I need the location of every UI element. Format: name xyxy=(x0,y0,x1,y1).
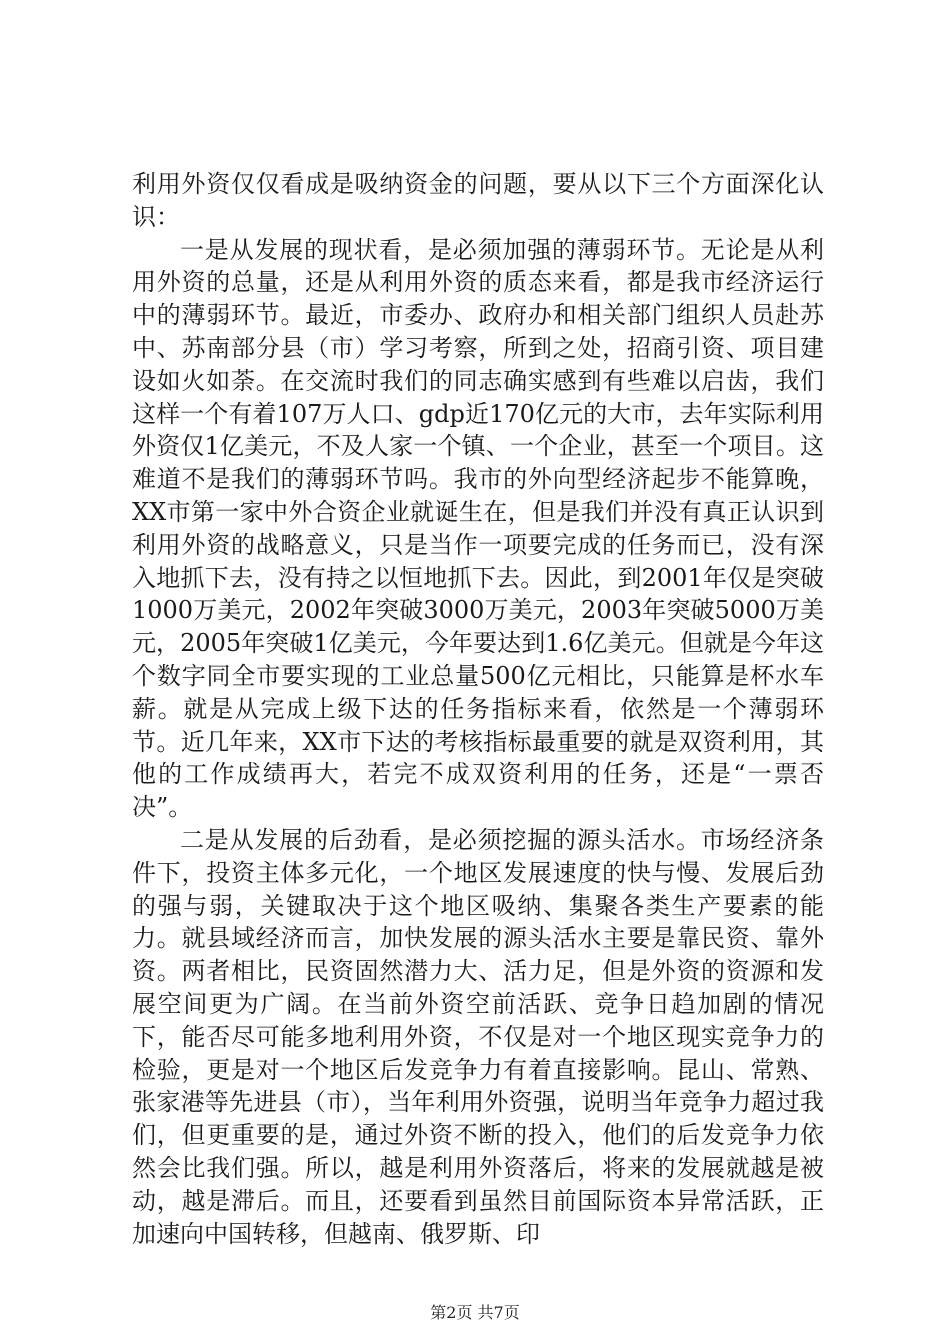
paragraph-intro: 利用外资仅仅看成是吸纳资金的问题，要从以下三个方面深化认识： xyxy=(132,170,824,231)
page-footer xyxy=(0,1300,950,1323)
paragraph-point-two: 二是从发展的后劲看，是必须挖掘的源头活水。市场经济条件下，投资主体多元化，一个地区发展速度的快与慢、发展后劲的强与弱，关键取决于这个地区吸纳、集聚各类生产要素的能力。就县域经济而言，加快发展的源头活水主要是靠民资、靠外资。两者相比，民资固然潜力大、活力足，但是外资的资源和发展空间更为广阔。在当前外资空前活跃、竞争日趋加剧的情况下，能否尽可能多地利用外资，不仅是对一个地区现实竞争力的检验，更是对一个地区后发竞争力有着直接影响。昆山、常熟、张家港等先进县（市），当年利用外资强，说明当年竞争力超过我们，但更重要的是，通过外资不断的投入，他们的后发竞争力依然会比我们强。所以，越是利用外资落后，将来的发展就越是被动，越是滞后。而且，还要看到虽然目前国际资本异常活跃，正加速向中国转移，但越南、俄罗斯、印 xyxy=(132,825,824,1248)
document-body xyxy=(132,168,824,1250)
page-number: 第2页 共7页 xyxy=(430,1303,520,1322)
paragraph-point-one: 一是从发展的现状看，是必须加强的薄弱环节。无论是从利用外资的总量，还是从利用外资的质态来看，都是我市经济运行中的薄弱环节。最近，市委办、政府办和相关部门组织人员赴苏中、苏南部分县（市）学习考察，所到之处，招商引资、项目建设如火如荼。在交流时我们的同志确实感到有些难以启齿，我们这样一个有着107万人口、gdp近170亿元的大市，去年实际利用外资仅1亿美元，不及人家一个镇、一个企业，甚至一个项目。这难道不是我们的薄弱环节吗。我市的外向型经济起步不能算晚，XX市第一家中外合资企业就诞生在，但是我们并没有真正认识到利用外资的战略意义，只是当作一项要完成的任务而已，没有深入地抓下去，没有持之以恒地抓下去。因此，到2001年仅是突破1000万美元，2002年突破3000万美元，2003年突破5000万美元，2005年突破1亿美元，今年要达到1.6亿美元。但就是今年这个数字同全市要实现的工业总量500亿元相比，只能算是杯水车薪。就是从完成上级下达的任务指标来看，依然是一个薄弱环节。近几年来，XX市下达的考核指标最重要的就是双资利用，其他的工作成绩再大，若完不成双资利用的任务，还是“一票否决”。 xyxy=(132,235,824,822)
